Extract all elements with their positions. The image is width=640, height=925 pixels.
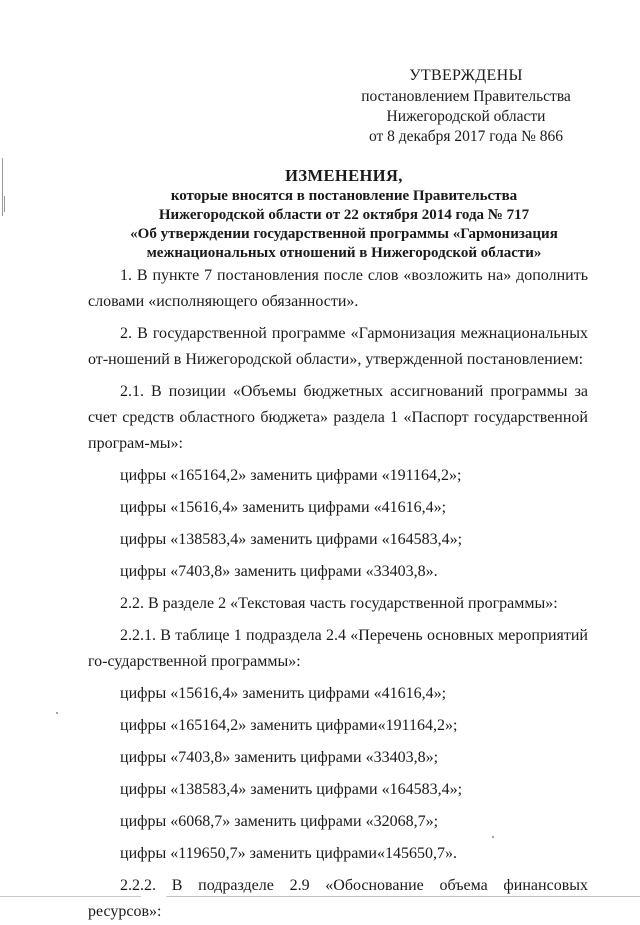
scan-edge-mark-lower bbox=[4, 196, 5, 212]
approval-line-1: постановлением Правительства bbox=[361, 88, 571, 105]
heading-line-4: межнациональных отношений в Нижегородской области» bbox=[146, 245, 542, 261]
scan-speck bbox=[492, 836, 494, 838]
replacement-line: цифры «6068,7» заменить цифрами «32068,7»; bbox=[120, 813, 439, 830]
replacement-line: цифры «7403,8» заменить цифрами «33403,8»; bbox=[120, 749, 439, 766]
scan-speck bbox=[56, 712, 58, 714]
paragraph-1: 1. В пункте 7 постановления после слов «возложить на» дополнить словами «исполняющего обязанности». bbox=[88, 267, 588, 310]
approval-line-2: Нижегородской области bbox=[386, 108, 546, 125]
approval-stamp bbox=[354, 66, 578, 147]
document-title: ИЗМЕНЕНИЯ, bbox=[285, 166, 403, 185]
replacement-line: цифры «165164,2» заменить цифрами«191164,2»; bbox=[120, 717, 458, 734]
heading-line-3: «Об утверждении государственной программы «Гармонизация bbox=[130, 226, 558, 242]
scan-edge-mark bbox=[2, 158, 3, 216]
paragraph-2-2: 2.2. В разделе 2 «Текстовая часть государственной программы»: bbox=[120, 595, 558, 612]
replacement-line: цифры «138583,4» заменить цифрами «164583,4»; bbox=[120, 781, 463, 798]
document-body bbox=[88, 263, 588, 925]
scan-bottom-edge bbox=[0, 896, 640, 897]
heading-line-1: которые вносятся в постановление Правительства bbox=[170, 188, 518, 204]
paragraph-2-2-2: 2.2.2. В подразделе 2.9 «Обоснование объема финансовых ресурсов»: bbox=[88, 877, 588, 920]
document-heading bbox=[100, 166, 588, 263]
paragraph-2-1: 2.1. В позиции «Объемы бюджетных ассигнований программы за счет средств областного бюджета» раздела 1 «Паспорт государственной програм-мы»: bbox=[88, 383, 588, 452]
replacement-line: цифры «119650,7» заменить цифрами«145650,7». bbox=[120, 845, 457, 862]
paragraph-2: 2. В государственной программе «Гармонизация межнациональных от-ношений в Нижегородской области», утвержденной постановлением: bbox=[88, 325, 588, 368]
replacement-line: цифры «165164,2» заменить цифрами «191164,2»; bbox=[120, 467, 462, 484]
replacement-line: цифры «7403,8» заменить цифрами «33403,8». bbox=[120, 563, 438, 580]
paragraph-2-2-1: 2.2.1. В таблице 1 подраздела 2.4 «Перечень основных мероприятий го-сударственной программы»: bbox=[88, 627, 588, 670]
replacement-line: цифры «15616,4» заменить цифрами «41616,4»; bbox=[120, 685, 447, 702]
heading-line-2: Нижегородской области от 22 октября 2014 года № 717 bbox=[158, 207, 530, 223]
replacement-line: цифры «15616,4» заменить цифрами «41616,4»; bbox=[120, 499, 447, 516]
approval-line-3: от 8 декабря 2017 года № 866 bbox=[368, 128, 564, 145]
replacement-line: цифры «138583,4» заменить цифрами «164583,4»; bbox=[120, 531, 463, 548]
approved-label: УТВЕРЖДЕНЫ bbox=[409, 67, 523, 84]
